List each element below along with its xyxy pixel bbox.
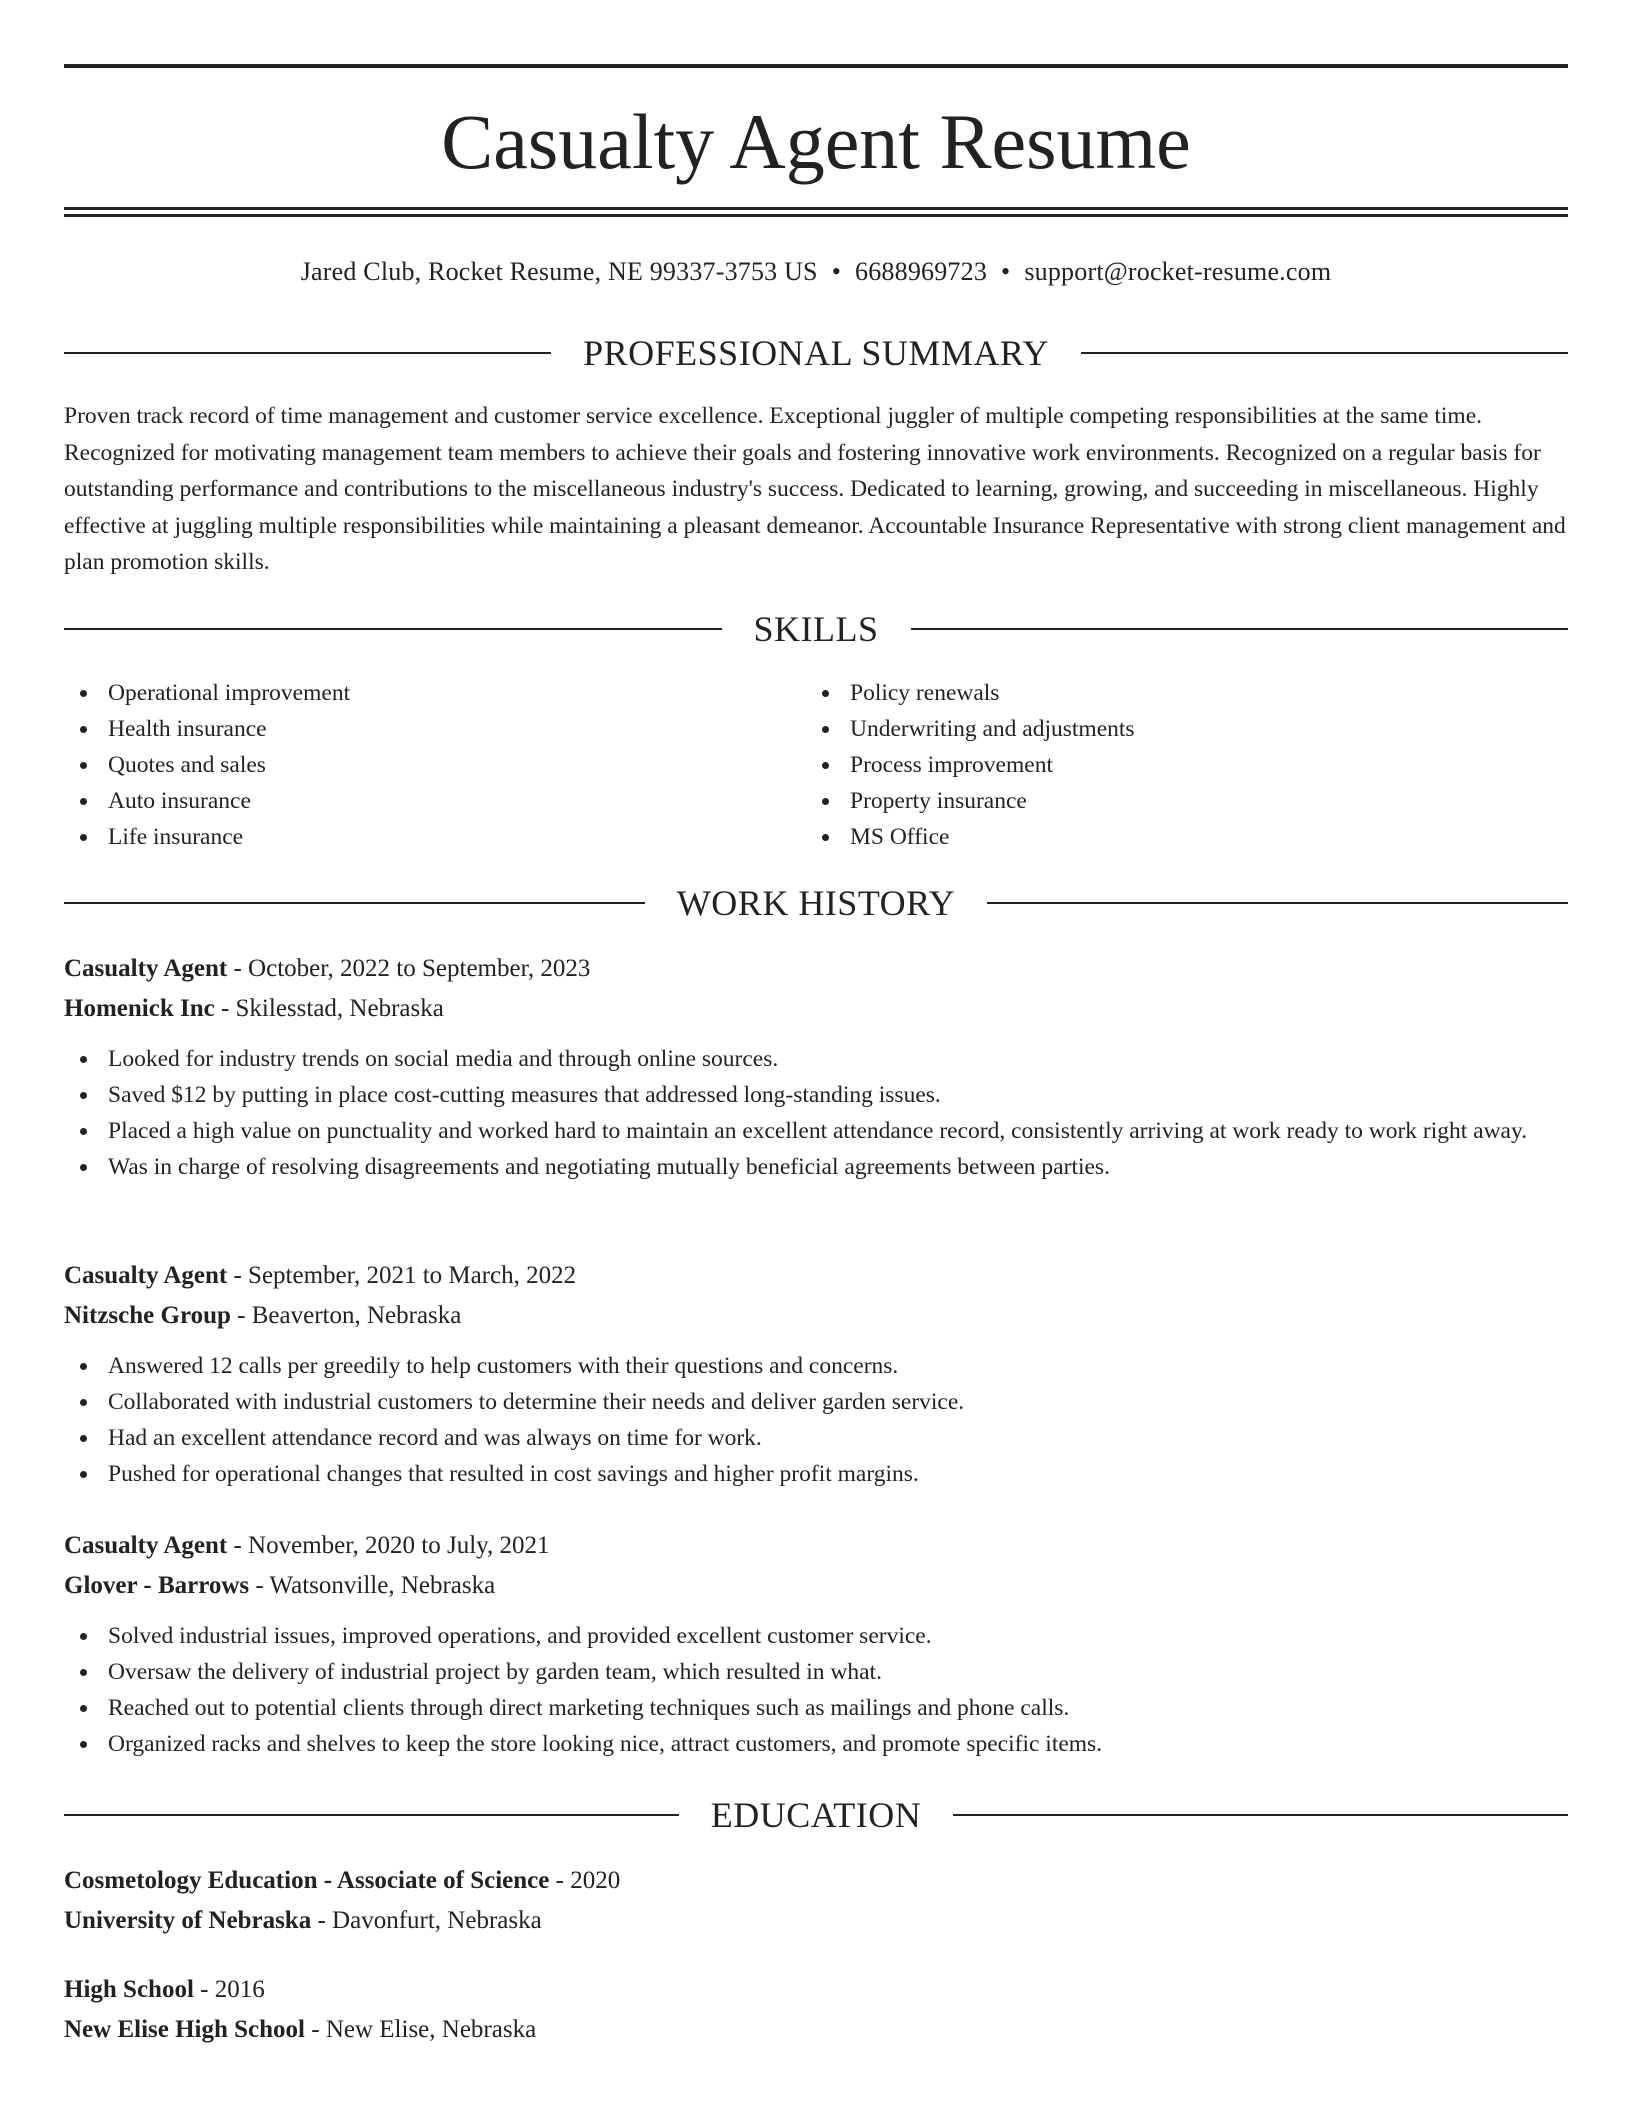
skill-item: Quotes and sales [64, 747, 764, 783]
job-dates: - October, 2022 to September, 2023 [227, 955, 591, 982]
job-bullet: Reached out to potential clients through direct marketing techniques such as mailings and phone calls. [64, 1690, 1568, 1726]
divider [64, 902, 645, 904]
job-dates: - September, 2021 to March, 2022 [227, 1262, 577, 1289]
skill-item: Life insurance [64, 819, 764, 855]
skill-item: Property insurance [806, 783, 1506, 819]
job-company-line [64, 1296, 1568, 1336]
job-bullet: Collaborated with industrial customers to determine their needs and deliver garden service. [64, 1384, 1568, 1420]
education-entry [64, 1861, 1568, 1941]
job-bullet: Was in charge of resolving disagreements and negotiating mutually beneficial agreements between parties. [64, 1149, 1568, 1185]
job-title: Casualty Agent [64, 955, 228, 982]
job-bullets [64, 1348, 1568, 1492]
job-entry [64, 1256, 1568, 1492]
degree: High School [64, 1976, 194, 2003]
skill-item: Operational improvement [64, 675, 764, 711]
job-location: - Beaverton, Nebraska [230, 1302, 462, 1329]
divider [64, 1814, 679, 1816]
skill-item: Policy renewals [806, 675, 1506, 711]
job-entry [64, 949, 1568, 1185]
job-bullet: Organized racks and shelves to keep the store looking nice, attract customers, and promote specific items. [64, 1726, 1568, 1762]
school-location: - New Elise, Nebraska [305, 2016, 537, 2043]
divider [1081, 352, 1568, 354]
degree: Cosmetology Education - Associate of Science [64, 1867, 550, 1894]
job-bullets [64, 1041, 1568, 1185]
job-bullet: Had an excellent attendance record and was always on time for work. [64, 1420, 1568, 1456]
job-bullet: Saved $12 by putting in place cost-cutting measures that addressed long-standing issues. [64, 1077, 1568, 1113]
job-location: - Watsonville, Nebraska [249, 1572, 496, 1599]
school: New Elise High School [64, 2016, 305, 2043]
degree-line [64, 1861, 1568, 1901]
job-company-line [64, 1566, 1568, 1606]
top-rule [64, 64, 1568, 68]
contact-email: support@rocket-resume.com [1024, 257, 1332, 286]
skills-right-column [806, 675, 1506, 855]
section-title: SKILLS [753, 609, 879, 649]
job-title: Casualty Agent [64, 1532, 228, 1559]
job-bullet: Placed a high value on punctuality and worked hard to maintain an excellent attendance record, consistently arriving at work ready to work right away. [64, 1113, 1568, 1149]
school-location: - Davonfurt, Nebraska [311, 1907, 542, 1934]
job-title-line [64, 1256, 1568, 1296]
section-title: PROFESSIONAL SUMMARY [583, 333, 1049, 373]
skill-item: Process improvement [806, 747, 1506, 783]
job-location: - Skilesstad, Nebraska [214, 995, 444, 1022]
divider [64, 628, 722, 630]
graduation-year: - 2020 [549, 1867, 621, 1894]
contact-separator: • [831, 257, 842, 286]
job-bullet: Pushed for operational changes that resulted in cost savings and higher profit margins. [64, 1456, 1568, 1492]
title-double-rule [64, 207, 1568, 217]
divider [953, 1814, 1568, 1816]
contact-address: Jared Club, Rocket Resume, NE 99337-3753 US [300, 257, 818, 286]
school-line [64, 1901, 1568, 1941]
skill-item: MS Office [806, 819, 1506, 855]
divider [987, 902, 1568, 904]
job-bullet: Looked for industry trends on social media and through online sources. [64, 1041, 1568, 1077]
skill-item: Health insurance [64, 711, 764, 747]
job-entry [64, 1526, 1568, 1762]
section-heading-summary [64, 331, 1568, 375]
section-heading-skills [64, 607, 1568, 651]
education-entry [64, 1970, 1568, 2050]
summary-text: Proven track record of time management and customer service excellence. Exceptional juggler of multiple competing responsibilities at the same time. Recognized for motivating management team members to achieve their goals and fostering innovative work environments. Recognized on a regular basis for outstanding performance and contributions to the miscellaneous industry's success. Dedicated to learning, growing, and succeeding in miscellaneous. Highly effective at juggling multiple responsibilities while maintaining a pleasant demeanor. Accountable Insurance Representative with strong client management and plan promotion skills. [64, 403, 1566, 575]
contact-phone: 6688969723 [855, 257, 988, 286]
section-title: WORK HISTORY [676, 883, 956, 923]
skill-item: Auto insurance [64, 783, 764, 819]
job-bullets [64, 1618, 1568, 1762]
resume-title: Casualty Agent Resume [441, 98, 1191, 185]
section-heading-work-history [64, 881, 1568, 925]
job-dates: - November, 2020 to July, 2021 [227, 1532, 550, 1559]
section-heading-education [64, 1793, 1568, 1837]
job-title-line [64, 949, 1568, 989]
job-title: Casualty Agent [64, 1262, 228, 1289]
graduation-year: - 2016 [193, 1976, 265, 2003]
skill-item: Underwriting and adjustments [806, 711, 1506, 747]
skills-left-column [64, 675, 764, 855]
divider [64, 352, 551, 354]
degree-line [64, 1970, 1568, 2010]
job-bullet: Solved industrial issues, improved operations, and provided excellent customer service. [64, 1618, 1568, 1654]
job-company: Glover - Barrows [64, 1572, 250, 1599]
school: University of Nebraska [64, 1907, 312, 1934]
job-bullet: Answered 12 calls per greedily to help customers with their questions and concerns. [64, 1348, 1568, 1384]
school-line [64, 2010, 1568, 2050]
contact-line [64, 252, 1568, 292]
job-bullet: Oversaw the delivery of industrial project by garden team, which resulted in what. [64, 1654, 1568, 1690]
job-company-line [64, 989, 1568, 1029]
job-company: Nitzsche Group [64, 1302, 231, 1329]
section-title: EDUCATION [710, 1795, 922, 1835]
job-company: Homenick Inc [64, 995, 215, 1022]
divider [911, 628, 1569, 630]
job-title-line [64, 1526, 1568, 1566]
contact-separator: • [1001, 257, 1011, 286]
